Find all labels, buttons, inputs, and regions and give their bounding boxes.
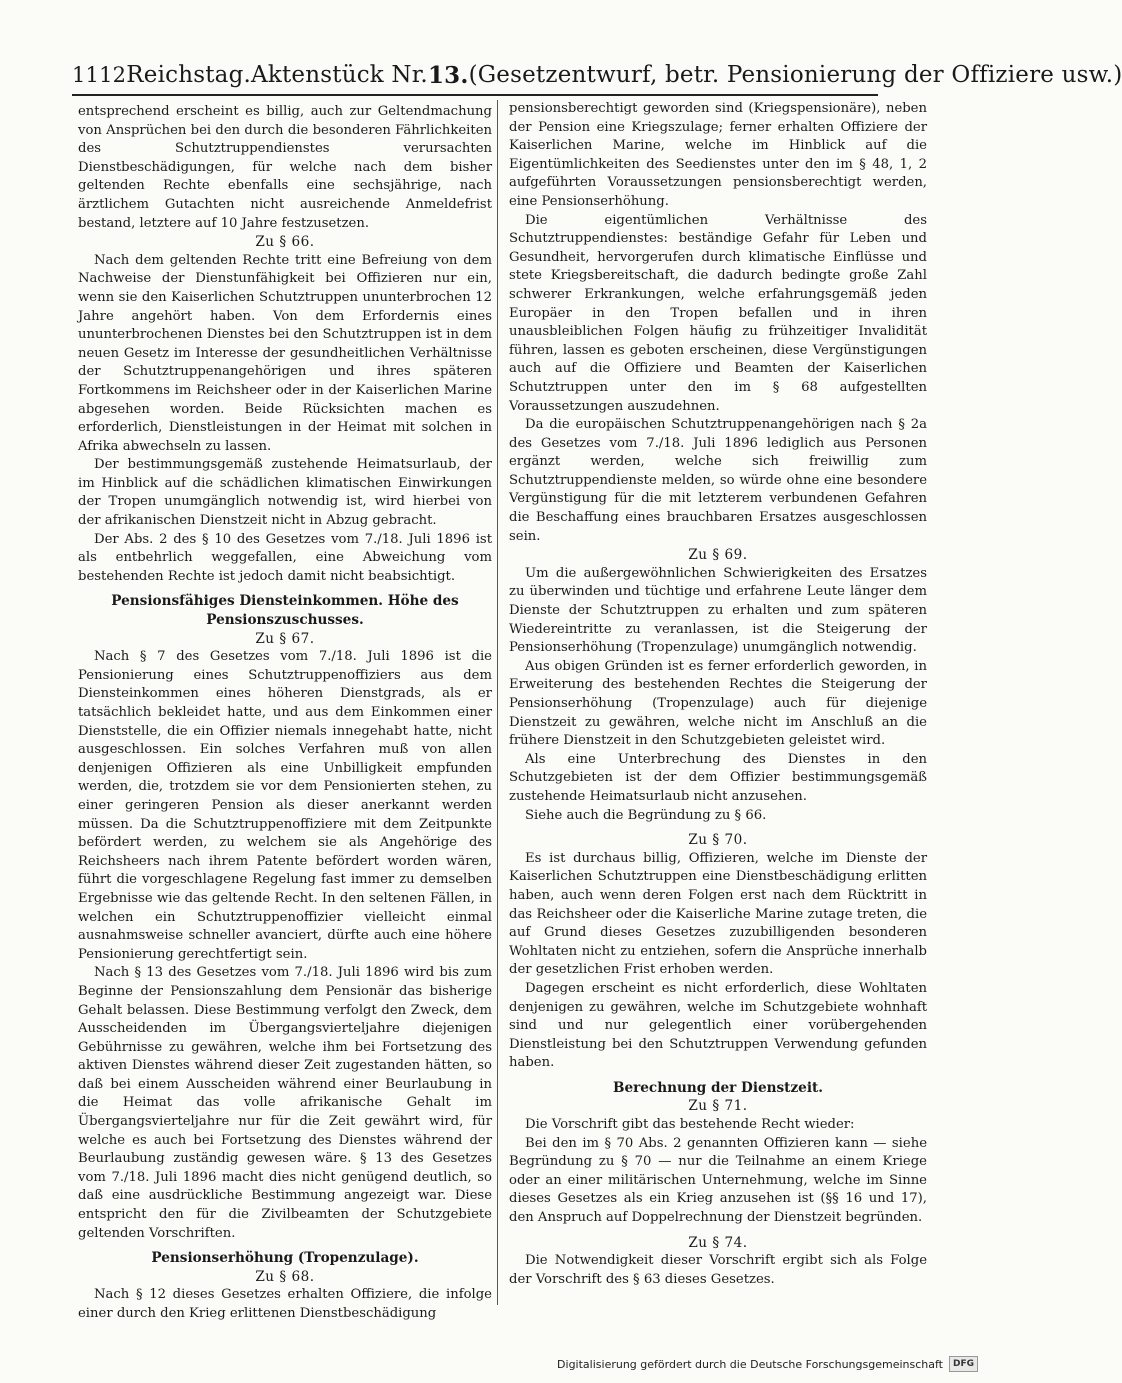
section-title-70: Zu § 70.: [688, 832, 748, 849]
left-column: [78, 103, 492, 1324]
section-title-69: Zu § 69.: [688, 547, 748, 564]
section-title-74: Zu § 74.: [688, 1234, 748, 1251]
paragraph: Bei den im § 70 Abs. 2 genannten Offizieren kann — siehe Begründung zu § 70 — nur die Teilnahme an einem Kriege oder an einer militärischen Unternehmung, welche im Sinne dieses Gesetzes als ein Krieg anzusehen ist (§§ 16 und 17), den Anspruch auf Doppelrechnung der Dienstzeit begründen.: [509, 1135, 927, 1226]
paragraph: Als eine Unterbrechung des Dienstes in den Schutzgebieten ist der dem Offizier bestimmungsgemäß zustehende Heimatsurlaub nicht anzusehen.: [509, 751, 927, 804]
paragraph: Nach § 13 des Gesetzes vom 7./18. Juli 1896 wird bis zum Beginne der Pensionszahlung dem Pensionär das bisherige Gehalt belassen. Diese Bestimmung verfolgt den Zweck, dem Ausscheidenden im Übergangsvierteljahre diejenigen Gebührnisse zu gewähren, welche ihm bei Fortsetzung des aktiven Dienstes während dieser Zeit zugestanden hätten, so daß bei einem Ausscheiden während einer Beurlaubung in die Heimat das volle afrikanische Gehalt im Übergangsvierteljahre nur für die Zeit gewährt wird, für welche es auch bei Fortsetzung des Dienstes während der Beurlaubung zuständig gewesen wäre. § 13 des Gesetzes vom 7./18. Juli 1896 macht dies nicht genügend deutlich, so daß eine ausdrückliche Bestimmung angezeigt war. Diese entspricht den für die Zivilbeamten der Schutzgebiete geltenden Vorschriften.: [78, 965, 492, 1241]
paragraph: Es ist durchaus billig, Offizieren, welche im Dienste der Kaiserlichen Schutztruppen eine Dienstbeschädigung erlitten haben, auch wenn deren Folgen erst nach dem Rücktritt in das Reichsheer oder die Kaiserliche Marine zutage treten, die auf Grund dieses Gesetzes zuzubilligenden besonderen Wohltaten nicht zu entziehen, sofern die Ansprüche innerhalb der gesetzlichen Frist erhoben werden.: [509, 850, 927, 978]
paragraph: Die Notwendigkeit dieser Vorschrift ergibt sich als Folge der Vorschrift des § 63 dieses Gesetzes.: [509, 1253, 927, 1287]
page-header: [72, 56, 1122, 94]
paragraph: Da die europäischen Schutztruppenangehörigen nach § 2a des Gesetzes vom 7./18. Juli 1896 lediglich aus Personen ergänzt werden, welche sich freiwillig zum Schutztruppendienste melden, so würde ohne eine besondere Vergünstigung für die mit letzterem verbundenen Gefahren die Beschaffung eines brauchbaren Ersatzes ausgeschlossen sein.: [509, 417, 927, 544]
paragraph: Nach § 7 des Gesetzes vom 7./18. Juli 1896 ist die Pensionierung eines Schutztruppenoffiziers aus dem Diensteinkommen eines höheren Dienstgrads, als er tatsächlich bekleidet hatte, und aus dem Einkommen einer Dienststelle, die ein Offizier niemals innegehabt hatte, nicht ausgeschlossen. Ein solches Verfahren muß von allen denjenigen Offizieren als eine Unbilligkeit empfunden werden, die, trotzdem sie vor dem Pensionierten stehen, zu einer geringeren Pension als dieser anerkannt werden müssen. Da die Schutztruppenoffiziere mit dem Zeitpunkte befördert werden, zu welchem sie als Angehörige des Reichsheers nach ihrem Patente befördert worden wären, führt die vorgeschlagene Regelung fast immer zu demselben Ergebnisse wie das geltende Recht. In den seltenen Fällen, in welchen ein Schutztruppenoffizier vielleicht einmal ausnahmsweise schneller avanciert, dürfte auch eine höhere Pensionierung gerechtfertigt sein.: [78, 649, 492, 962]
footer-text: Digitalisierung gefördert durch die Deutsche Forschungsgemeinschaft: [557, 1357, 943, 1371]
paragraph: Nach § 12 dieses Gesetzes erhalten Offiziere, die infolge einer durch den Krieg erlittenen Dienstbeschädigung: [78, 1287, 492, 1321]
paragraph: Um die außergewöhnlichen Schwierigkeiten des Ersatzes zu überwinden und tüchtige und erfahrene Leute länger dem Dienste der Schutztruppen zu erhalten und zum späteren Wiedereintritte zu veranlassen, ist die Steigerung der Pensionserhöhung (Tropenzulage) unumgänglich notwendig.: [509, 565, 927, 656]
heading-pensionserhoehung: Pensionserhöhung (Tropenzulage).: [151, 1250, 419, 1267]
paragraph: entsprechend erscheint es billig, auch zur Geltendmachung von Ansprüchen bei den durch die besonderen Fährlichkeiten des Schutztruppendienstes verursachten Dienstbeschädigungen, für welche nach dem bisher geltenden Rechte ebenfalls eine sechsjährige, nach ärztlichem Gutachten nicht ausreichende Anmeldefrist bestand, letztere auf 10 Jahre festzusetzen.: [78, 104, 492, 231]
dfg-logo-icon: DFG: [949, 1356, 978, 1372]
header-document: Aktenstück Nr.: [251, 62, 428, 88]
paragraph: Die eigentümlichen Verhältnisse des Schutztruppendienstes: beständige Gefahr für Leben und Gesundheit, hervorgerufen durch klimatische Einflüsse und stete Kriegsbereitschaft, die dadurch bedingte große Zahl schwerer Erkrankungen, welche erfahrungsgemäß jeden Europäer in den Tropen befallen und in ihren unausbleiblichen Folgen häufig zu frühzeitiger Invalidität führen, lassen es geboten erscheinen, diese Vergünstigungen auch auf die Offiziere und Beamten der Kaiserlichen Schutztruppen unter den im § 68 aufgestellten Voraussetzungen auszudehnen.: [509, 212, 927, 414]
right-column: [509, 100, 927, 1289]
paragraph: Siehe auch die Begründung zu § 66.: [525, 807, 767, 823]
digitization-footer: [557, 1355, 978, 1373]
paragraph: pensionsberechtigt geworden sind (Kriegspensionäre), neben der Pension eine Kriegszulage; ferner erhalten Offiziere der Kaiserlichen Marine, welche im Hinblick auf die Eigentümlichkeiten des Seedienstes unter den im § 48, 1, 2 aufgeführten Voraussetzungen pensionsberechtigt werden, eine Pensionserhöhung.: [509, 101, 927, 209]
paragraph: Dagegen erscheint es nicht erforderlich, diese Wohltaten denjenigen zu gewähren, welche im Schutzgebiete wohnhaft sind und nur gelegentlich einer vorübergehenden Dienstleistung bei den Schutztruppen Verwendung gefunden haben.: [509, 980, 927, 1071]
heading-pensionsfaehiges-diensteinkommen: Pensionsfähiges Diensteinkommen. Höhe des Pensionszuschusses.: [111, 593, 459, 629]
paragraph: Der bestimmungsgemäß zustehende Heimatsurlaub, der im Hinblick auf die schädlichen klimatischen Einwirkungen der Tropen unumgänglich notwendig ist, wird hierbei von der afrikanischen Dienstzeit nicht in Abzug gebracht.: [78, 457, 492, 529]
paragraph: Die Vorschrift gibt das bestehende Recht wieder:: [525, 1117, 855, 1133]
section-title-67: Zu § 67.: [255, 630, 315, 647]
section-title-71: Zu § 71.: [688, 1098, 748, 1115]
heading-berechnung-der-dienstzeit: Berechnung der Dienstzeit.: [612, 1079, 823, 1096]
column-divider: [497, 100, 498, 1305]
paragraph: Der Abs. 2 des § 10 des Gesetzes vom 7./18. Juli 1896 ist als entbehrlich weggefallen, eine Abweichung vom bestehenden Rechte ist jedoch damit nicht beabsichtigt.: [78, 531, 492, 584]
section-title-66: Zu § 66.: [255, 234, 315, 251]
header-rule: [72, 94, 878, 96]
page-number: 1112: [72, 63, 127, 87]
paragraph: Aus obigen Gründen ist es ferner erforderlich geworden, in Erweiterung des bestehenden Rechtes die Steigerung der Pensionserhöhung (Tropenzulage) auch für diejenige Dienstzeit zu gewähren, welche nicht im Anschluß an die frühere Dienstzeit in den Schutzgebieten geleistet wird.: [509, 658, 927, 749]
section-title-68: Zu § 68.: [255, 1268, 315, 1285]
header-source: Reichstag.: [126, 62, 252, 88]
header-description: (Gesetzentwurf, betr. Pensionierung der Offiziere usw.): [468, 62, 1122, 88]
header-number: 13.: [427, 61, 469, 89]
paragraph: Nach dem geltenden Rechte tritt eine Befreiung von dem Nachweise der Dienstunfähigkeit bei Offizieren nur ein, wenn sie den Kaiserlichen Schutztruppen ununterbrochen 12 Jahre angehört haben. Von dem Erfordernis eines ununterbrochenen Dienstes bei den Schutztruppen ist in dem neuen Gesetz im Interesse der gesundheitlichen Verhältnisse der Schutztruppenangehörigen und ihres späteren Fortkommens im Reichsheer oder in der Kaiserlichen Marine abgesehen worden. Beide Rücksichten machen es erforderlich, Dienstleistungen in der Heimat mit solchen in Afrika abwechseln zu lassen.: [78, 252, 492, 454]
